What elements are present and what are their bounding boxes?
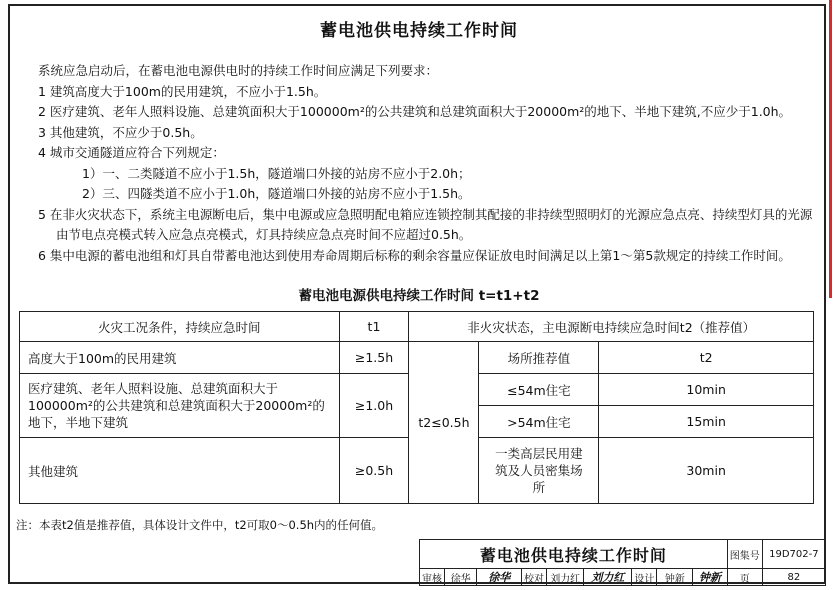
row-condition: 其他建筑 [20,438,340,504]
requirement-item-2: 2 医疗建筑、老年人照料设施、总建筑面积大于100000m²的公共建筑和总建筑面积大于20000m²的地下、半地下建筑,不应少于1.0h。 [38,104,792,119]
title-block-bottom-row [420,569,826,586]
subheader-place: 场所推荐值 [479,342,599,374]
title-block-title: 蓄电池供电持续工作时间 [420,540,728,569]
checker-name: 刘力红 [546,569,583,586]
t2-constraint: t2≤0.5h [409,342,479,504]
sub-row-place: ≤54m住宅 [479,374,599,406]
review-label: 审核 [420,569,445,586]
requirement-item-4-2: 2）三、四隧类道不应小于1.0h，隧道端口外接的站房不应小于1.5h。 [82,186,471,201]
row-condition: 高度大于100m的民用建筑 [20,342,340,374]
title-block-top-row [420,540,826,569]
page-title: 蓄电池供电持续工作时间 [320,21,518,41]
requirements-intro: 系统应急启动后，在蓄电池电源供电时的持续工作时间应满足下列要求： [38,63,439,78]
header-t1: t1 [339,312,409,342]
title-block [419,539,826,586]
sub-row-t2: 30min [599,438,814,504]
table-note: 注：本表t2值是推荐值，具体设计文件中，t2可取0～0.5h内的任何值。 [16,518,384,532]
sub-row-t2: 15min [599,406,814,438]
row-condition: 医疗建筑、老年人照料设施、总建筑面积大于100000m²的公共建筑和总建筑面积大于20000m²的地下，半地下建筑 [20,374,340,438]
requirement-item-5: 5 在非火灾状态下，系统主电源断电后，集中电源或应急照明配电箱应连锁控制其配接的非持续型照明灯的光源应急点亮、持续型灯具的光源由节电点亮模式转入应急点亮模式，灯具持续应急点亮时间不应超过0.5h。 [38,206,813,242]
duration-table [19,311,814,504]
page-number: 82 [762,569,825,586]
table-header-row [20,312,814,342]
atlas-number: 19D702-7 [762,540,825,569]
atlas-label: 图集号 [727,540,762,569]
requirement-item-1: 1 建筑高度大于100m的民用建筑，不应小于1.5h。 [38,83,327,99]
subheader-t2: t2 [599,342,814,374]
check-label: 校对 [521,569,546,586]
sub-row-t2: 10min [599,374,814,406]
reviewer-signature: 徐华 [477,569,521,586]
row-t1: ≥1.5h [339,342,409,374]
requirement-item-3: 3 其他建筑，不应少于0.5h。 [38,124,203,140]
table-caption: 蓄电池电源供电持续工作时间 t=t1+t2 [298,288,540,304]
design-label: 设计 [632,569,657,586]
red-edge-mark [829,0,832,298]
designer-signature: 钟新 [693,569,727,586]
page-label: 页 [727,569,762,586]
reviewer-name: 徐华 [445,569,477,586]
sub-row-place: >54m住宅 [479,406,599,438]
requirement-item-4: 4 城市交通隧道应符合下列规定： [38,145,225,160]
checker-signature: 刘力红 [584,569,632,586]
requirements-text [38,61,823,266]
requirement-item-6: 6 集中电源的蓄电池组和灯具自带蓄电池达到使用寿命周期后标称的剩余容量应保证放电时间满足以上第1～第5款规定的持续工作时间。 [38,247,791,263]
header-condition: 火灾工况条件，持续应急时间 [20,312,340,342]
row-t1: ≥1.0h [339,374,409,438]
table-row [20,342,814,374]
drawing-sheet [8,4,826,584]
designer-name: 钟新 [657,569,693,586]
header-t2: 非火灾状态，主电源断电持续应急时间t2（推荐值） [409,312,814,342]
sub-row-place: 一类高层民用建筑及人员密集场所 [479,438,599,504]
row-t1: ≥0.5h [339,438,409,504]
requirement-item-4-1: 1）一、二类隧道不应小于1.5h，隧道端口外接的站房不应小于2.0h； [82,165,471,181]
